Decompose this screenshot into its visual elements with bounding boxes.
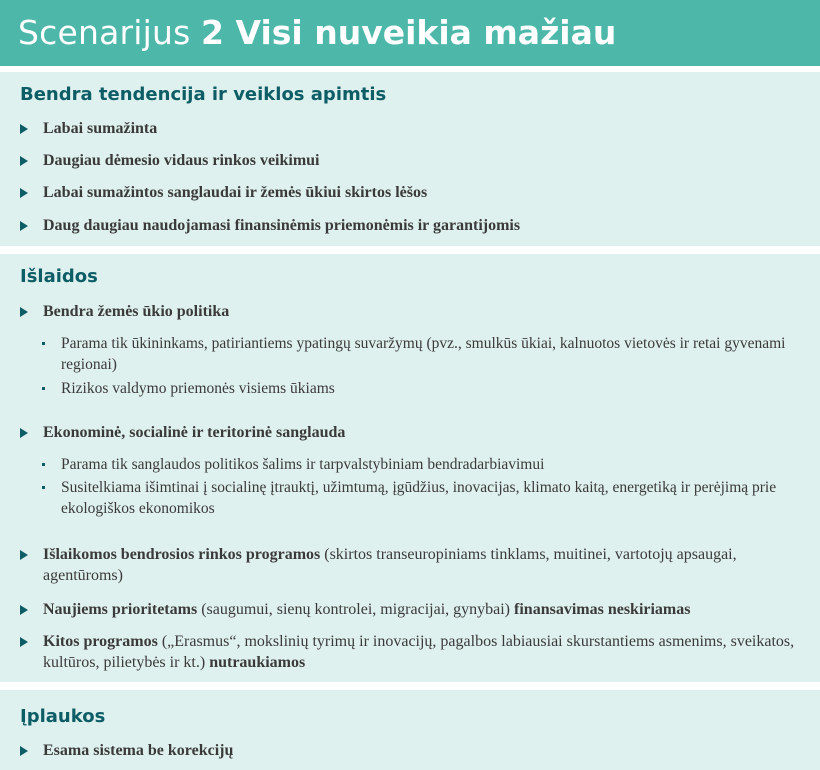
section-heading: Išlaidos [20, 266, 98, 287]
bullet-triangle-icon [20, 307, 28, 317]
bullet-triangle-icon [20, 746, 28, 756]
bullet-dot-icon [42, 387, 45, 390]
sub-item: Susitelkiama išimtinai į socialinę įtrauktį, užimtumą, įgūdžius, inovacijas, klimato kaitą, energetiką ir perėjimą prie ekologiškos ekonomikos [42, 477, 802, 519]
section-heading: Įplaukos [20, 706, 106, 727]
title-prefix: Scenarijus [18, 13, 191, 52]
page-title [0, 0, 820, 66]
list-item-priorities: Naujiems prioritetams (saugumui, sienų kontrolei, migracijai, gynybai) finansavimas neskiriamas [20, 599, 810, 620]
section-revenue [0, 690, 820, 770]
list-item: Labai sumažintos sanglaudai ir žemės ūkiui skirtos lėšos [20, 182, 810, 203]
list-item-cohesion: Ekonominė, socialinė ir teritorinė sanglauda [20, 422, 810, 443]
bullet-triangle-icon [20, 188, 28, 198]
list-item: Labai sumažinta [20, 118, 810, 139]
sub-item: Parama tik ūkininkams, patiriantiems ypatingų suvaržymų (pvz., smulkūs ūkiai, kalnuotos vietovės ir retai gyvenami regionai) [42, 333, 802, 375]
section-expenditure [0, 254, 820, 682]
section-heading: Bendra tendencija ir veiklos apimtis [20, 84, 387, 105]
list-item: Esama sistema be korekcijų [20, 740, 810, 761]
title-main: 2 Visi nuveikia mažiau [201, 13, 617, 52]
sub-item: Parama tik sanglaudos politikos šalims ir tarpvalstybiniam bendradarbiavimui [42, 454, 802, 475]
bullet-triangle-icon [20, 221, 28, 231]
list-item-cap: Bendra žemės ūkio politika [20, 301, 810, 322]
bullet-triangle-icon [20, 428, 28, 438]
bullet-triangle-icon [20, 550, 28, 560]
bullet-dot-icon [42, 486, 45, 489]
bullet-dot-icon [42, 342, 45, 345]
bullet-triangle-icon [20, 124, 28, 134]
bullet-triangle-icon [20, 156, 28, 166]
bullet-triangle-icon [20, 637, 28, 647]
section-general-trend [0, 72, 820, 246]
list-item: Daug daugiau naudojamasi finansinėmis priemonėmis ir garantijomis [20, 215, 810, 236]
list-item: Daugiau dėmesio vidaus rinkos veikimui [20, 150, 810, 171]
list-item-programs: Išlaikomos bendrosios rinkos programos (skirtos transeuropiniams tinklams, muitinei, vartotojų apsaugai, agentūroms) [20, 544, 810, 586]
bullet-triangle-icon [20, 605, 28, 615]
sub-item: Rizikos valdymo priemonės visiems ūkiams [42, 378, 802, 399]
bullet-dot-icon [42, 463, 45, 466]
list-item-other: Kitos programos („Erasmus“, mokslinių tyrimų ir inovacijų, pagalbos labiausiai skurstantiems asmenims, sveikatos, kultūros, pilietybės ir kt.) nutraukiamos [20, 631, 810, 673]
